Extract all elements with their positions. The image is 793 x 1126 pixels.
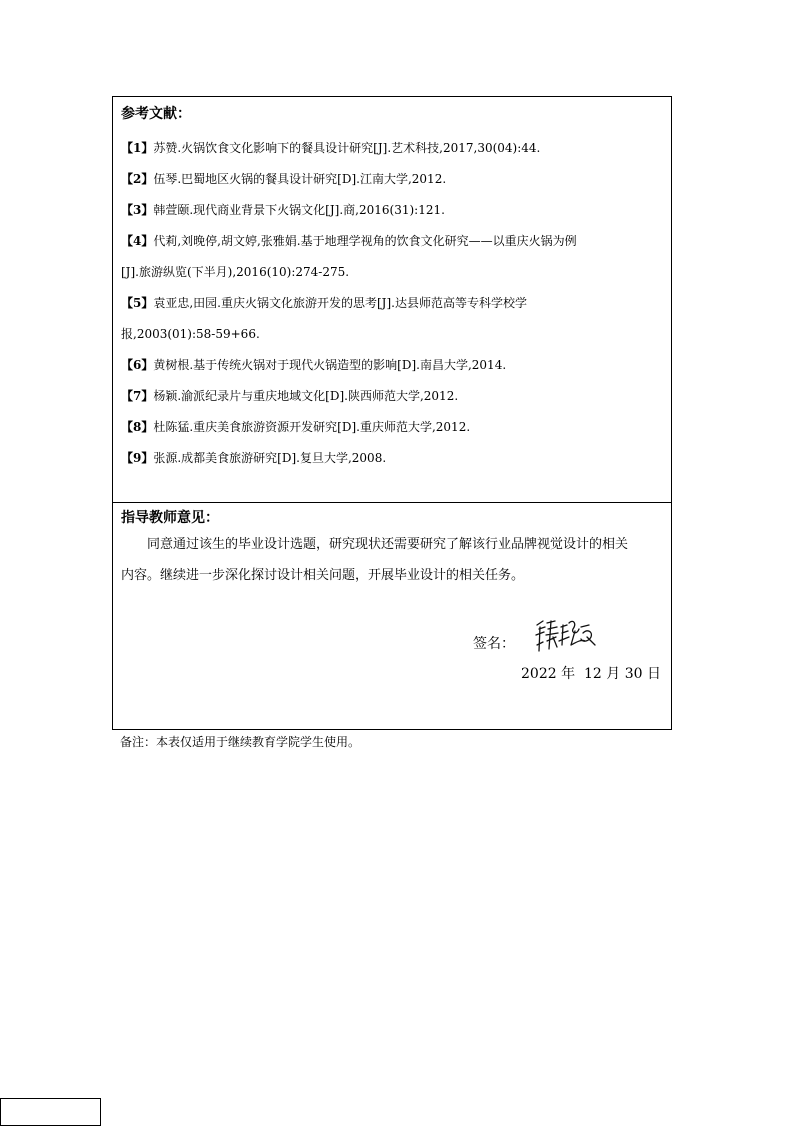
- reference-number: 【7】: [121, 389, 154, 403]
- opinion-line: 同意通过该生的毕业设计选题，研究现状还需要研究了解该行业品牌视觉设计的相关: [147, 537, 629, 552]
- reference-number: 【1】: [121, 141, 154, 155]
- reference-number: 【8】: [121, 420, 154, 434]
- reference-text: 杜陈猛.重庆美食旅游资源开发研究[D].重庆师范大学,2012.: [153, 420, 471, 434]
- reference-text: 杨颖.渝派纪录片与重庆地域文化[D].陕西师范大学,2012.: [153, 389, 459, 403]
- reference-text: 袁亚忠,田园.重庆火锅文化旅游开发的思考[J].达县师范高等专科学校学: [153, 296, 527, 310]
- reference-number: 【6】: [121, 358, 154, 372]
- reference-number: 【4】: [121, 234, 154, 248]
- reference-item: [121, 226, 665, 257]
- reference-item-continuation: 报,2003(01):58-59+66.: [121, 327, 260, 341]
- reference-item: [121, 195, 665, 226]
- advisor-opinion-text: [121, 529, 671, 591]
- reference-text: 张源.成都美食旅游研究[D].复旦大学,2008.: [153, 451, 387, 465]
- reference-text: 苏赞.火锅饮食文化影响下的餐具设计研究[J].艺术科技,2017,30(04):44.: [153, 141, 541, 155]
- references-section: [113, 97, 671, 503]
- opinion-line: 内容。继续进一步深化探讨设计相关问题，开展毕业设计的相关任务。: [121, 568, 525, 583]
- reference-list: [121, 133, 665, 474]
- reference-item: [121, 443, 665, 474]
- advisor-opinion-section: [113, 503, 671, 729]
- references-heading: 参考文献：: [121, 106, 191, 122]
- reference-number: 【9】: [121, 451, 154, 465]
- reference-text: 代莉,刘晚停,胡文婷,张雅娟.基于地理学视角的饮食文化研究——以重庆火锅为例: [153, 234, 577, 248]
- handwritten-signature: [533, 615, 601, 657]
- reference-number: 【5】: [121, 296, 154, 310]
- reference-item: [121, 288, 665, 319]
- footnote: 备注：本表仅适用于继续教育学院学生使用。: [120, 735, 361, 749]
- signature-date: 2022 年 12 月 30 日: [521, 666, 661, 682]
- reference-number: 【2】: [121, 172, 154, 186]
- reference-text: 韩萱颐.现代商业背景下火锅文化[J].商,2016(31):121.: [153, 203, 445, 217]
- reference-item: [121, 164, 665, 195]
- reference-item: [121, 350, 665, 381]
- reference-item: [121, 412, 665, 443]
- reference-text: 黄树根.基于传统火锅对于现代火锅造型的影响[D].南昌大学,2014.: [153, 358, 507, 372]
- signature-label: 签名：: [473, 636, 515, 652]
- form-table: [112, 96, 672, 730]
- reference-item: [121, 133, 665, 164]
- reference-item: [121, 381, 665, 412]
- reference-item-continuation: [J].旅游纵览(下半月),2016(10):274-275.: [121, 265, 350, 279]
- advisor-opinion-heading: 指导教师意见：: [121, 510, 219, 526]
- reference-text: 伍琴.巴蜀地区火锅的餐具设计研究[D].江南大学,2012.: [153, 172, 447, 186]
- reference-number: 【3】: [121, 203, 154, 217]
